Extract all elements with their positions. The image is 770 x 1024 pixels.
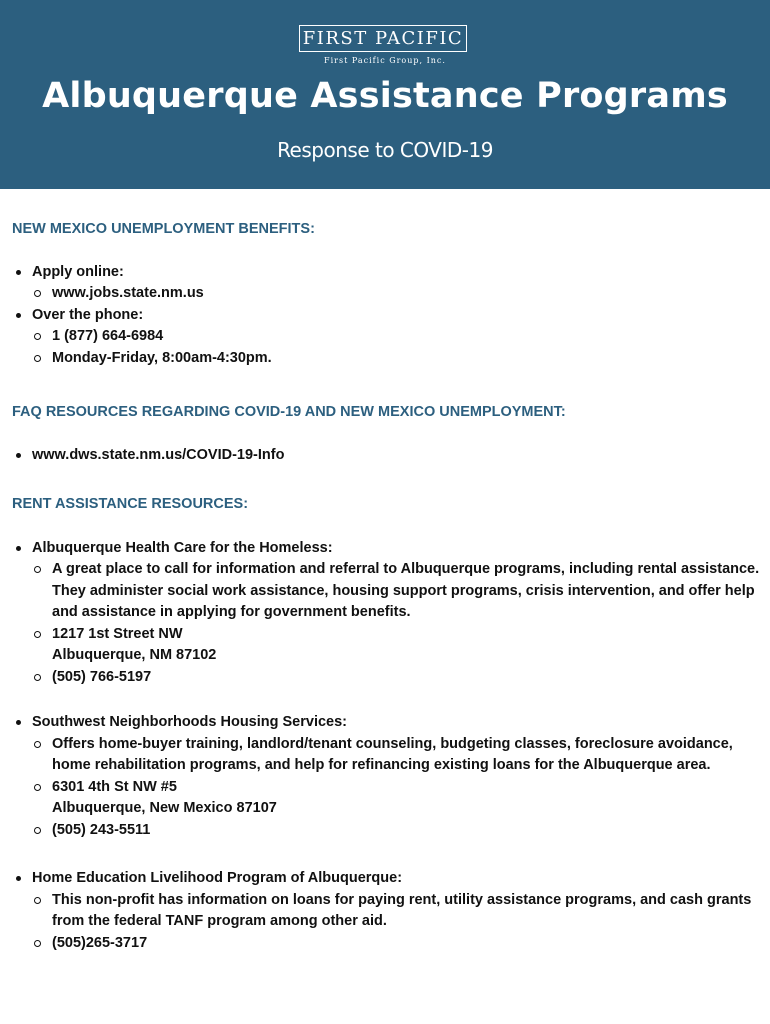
phone-label: Over the phone: <box>32 306 144 323</box>
resource-phone: (505) 766-5197 <box>52 668 152 685</box>
list-item <box>32 667 760 689</box>
list-item <box>32 734 760 777</box>
logo-subtitle: First Pacific Group, Inc. <box>324 56 446 65</box>
list-item <box>32 348 760 370</box>
list-item <box>12 538 760 689</box>
company-logo <box>299 25 467 52</box>
address-line: 1217 1st Street NW <box>52 625 183 642</box>
page-subtitle: Response to COVID-19 <box>277 138 493 162</box>
phone-hours: Monday-Friday, 8:00am-4:30pm. <box>52 349 272 366</box>
rent-list <box>12 868 760 954</box>
list-item <box>12 445 760 467</box>
list-item <box>32 326 760 348</box>
list-item <box>32 890 760 933</box>
header-banner <box>0 0 770 189</box>
resource-name: Home Education Livelihood Program of Albuquerque: <box>32 870 403 886</box>
apply-online-label: Apply online: <box>32 263 124 280</box>
resource-description: This non-profit has information on loans for paying rent, utility assistance programs, and cash grants from the federal TANF program among other aid. <box>52 891 752 929</box>
list-item <box>32 933 760 955</box>
faq-list <box>12 445 760 467</box>
list-item <box>12 868 760 954</box>
list-item <box>12 712 760 841</box>
list-item <box>32 624 760 667</box>
rent-list <box>12 538 760 689</box>
list-item <box>32 559 760 624</box>
unemployment-heading: NEW MEXICO UNEMPLOYMENT BENEFITS: <box>12 221 315 237</box>
resource-phone: (505) 243-5511 <box>52 821 151 838</box>
logo-text: FIRST PACIFIC <box>302 27 464 49</box>
faq-url-link[interactable]: www.dws.state.nm.us/COVID-19-Info <box>32 446 285 463</box>
jobs-url-link[interactable]: www.jobs.state.nm.us <box>52 285 204 301</box>
page-title: Albuquerque Assistance Programs <box>42 76 728 116</box>
resource-phone: (505)265-3717 <box>52 934 148 951</box>
unemployment-list <box>12 262 760 370</box>
faq-heading: FAQ RESOURCES REGARDING COVID-19 AND NEW MEXICO UNEMPLOYMENT: <box>12 404 566 420</box>
document-body <box>12 189 760 954</box>
list-item <box>32 820 760 842</box>
resource-description: Offers home-buyer training, landlord/tenant counseling, budgeting classes, foreclosure avoidance, home rehabilitation programs, and help for refinancing existing loans for the Albuquerque area. <box>52 735 733 773</box>
list-item <box>12 262 760 305</box>
list-item <box>12 305 760 370</box>
resource-description: A great place to call for information and referral to Albuquerque programs, including rental assistance. They administer social work assistance, housing support programs, crisis intervention, and offer help and assistance in applying for government benefits. <box>52 561 760 620</box>
list-item <box>32 777 760 820</box>
address-line: 6301 4th St NW #5 <box>52 778 177 795</box>
list-item <box>32 283 760 305</box>
address-city: Albuquerque, NM 87102 <box>52 647 217 663</box>
address-city: Albuquerque, New Mexico 87107 <box>52 800 277 816</box>
resource-name: Southwest Neighborhoods Housing Services: <box>32 714 348 730</box>
resource-name: Albuquerque Health Care for the Homeless: <box>32 539 333 556</box>
rent-list <box>12 712 760 841</box>
rent-heading: RENT ASSISTANCE RESOURCES: <box>12 496 249 512</box>
unemployment-phone: 1 (877) 664-6984 <box>52 328 164 344</box>
